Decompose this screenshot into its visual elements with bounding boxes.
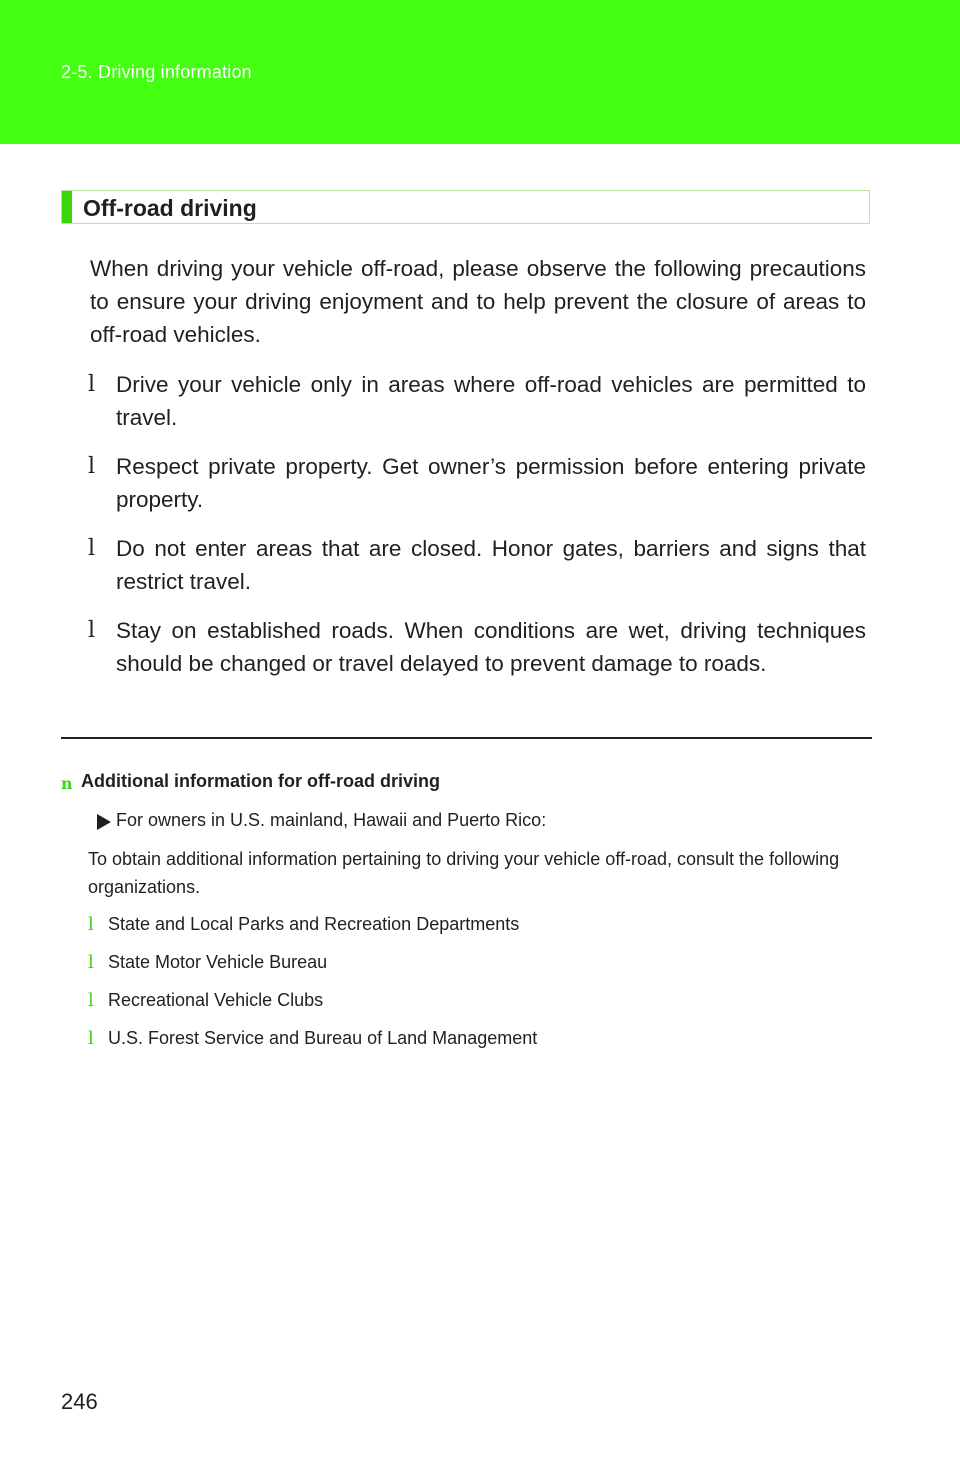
- organization-name: State and Local Parks and Recreation Departments: [108, 914, 520, 934]
- list-item: [88, 911, 866, 938]
- list-item: [88, 532, 866, 598]
- bullet-icon: l: [88, 990, 94, 1011]
- section-divider: [61, 737, 872, 739]
- bullet-text: Do not enter areas that are closed. Honor gates, barriers and signs that restrict travel.: [116, 536, 866, 594]
- intro-paragraph: When driving your vehicle off-road, please observe the following precautions to ensure your driving enjoyment and to help prevent the closure of areas to off-road vehicles.: [90, 256, 866, 347]
- list-item: [88, 987, 866, 1014]
- section-accent-bar: [62, 191, 72, 223]
- page-number: 246: [61, 1389, 98, 1414]
- organization-name: Recreational Vehicle Clubs: [108, 990, 324, 1010]
- note-heading: [61, 768, 866, 795]
- bullet-icon: l: [88, 952, 94, 973]
- chapter-title: 2-5. Driving information: [61, 62, 252, 82]
- arrow-right-icon: [97, 814, 111, 830]
- list-item: [88, 949, 866, 976]
- bullet-text: Stay on established roads. When conditions are wet, driving techniques should be changed or travel delayed to prevent damage to roads.: [116, 618, 866, 676]
- section-heading-bar: [61, 190, 870, 224]
- list-item: [88, 368, 866, 434]
- note-title: Additional information for off-road driving: [81, 771, 440, 791]
- info-note: [61, 768, 866, 1063]
- bullet-icon: l: [88, 1028, 94, 1049]
- header-band: [0, 0, 960, 144]
- note-square-icon: n: [61, 774, 73, 793]
- organization-name: U.S. Forest Service and Bureau of Land Management: [108, 1028, 538, 1048]
- bullet-text: Respect private property. Get owner’s permission before entering private property.: [116, 454, 866, 512]
- bullet-text: Drive your vehicle only in areas where off-road vehicles are permitted to travel.: [116, 372, 866, 430]
- precaution-list: [88, 368, 866, 696]
- region-text: For owners in U.S. mainland, Hawaii and Puerto Rico:: [116, 810, 547, 830]
- list-item: [88, 1025, 866, 1052]
- bullet-icon: l: [88, 914, 94, 935]
- list-item: [88, 450, 866, 516]
- bullet-icon: l: [88, 536, 96, 561]
- organization-list: [61, 911, 866, 1052]
- note-body: To obtain additional information pertaining to driving your vehicle off-road, consult the following organizations.: [88, 849, 840, 897]
- list-item: [88, 614, 866, 680]
- bullet-icon: l: [88, 372, 96, 397]
- region-line: [61, 807, 866, 834]
- bullet-icon: l: [88, 618, 96, 643]
- section-title: Off-road driving: [83, 195, 257, 221]
- bullet-icon: l: [88, 454, 96, 479]
- organization-name: State Motor Vehicle Bureau: [108, 952, 328, 972]
